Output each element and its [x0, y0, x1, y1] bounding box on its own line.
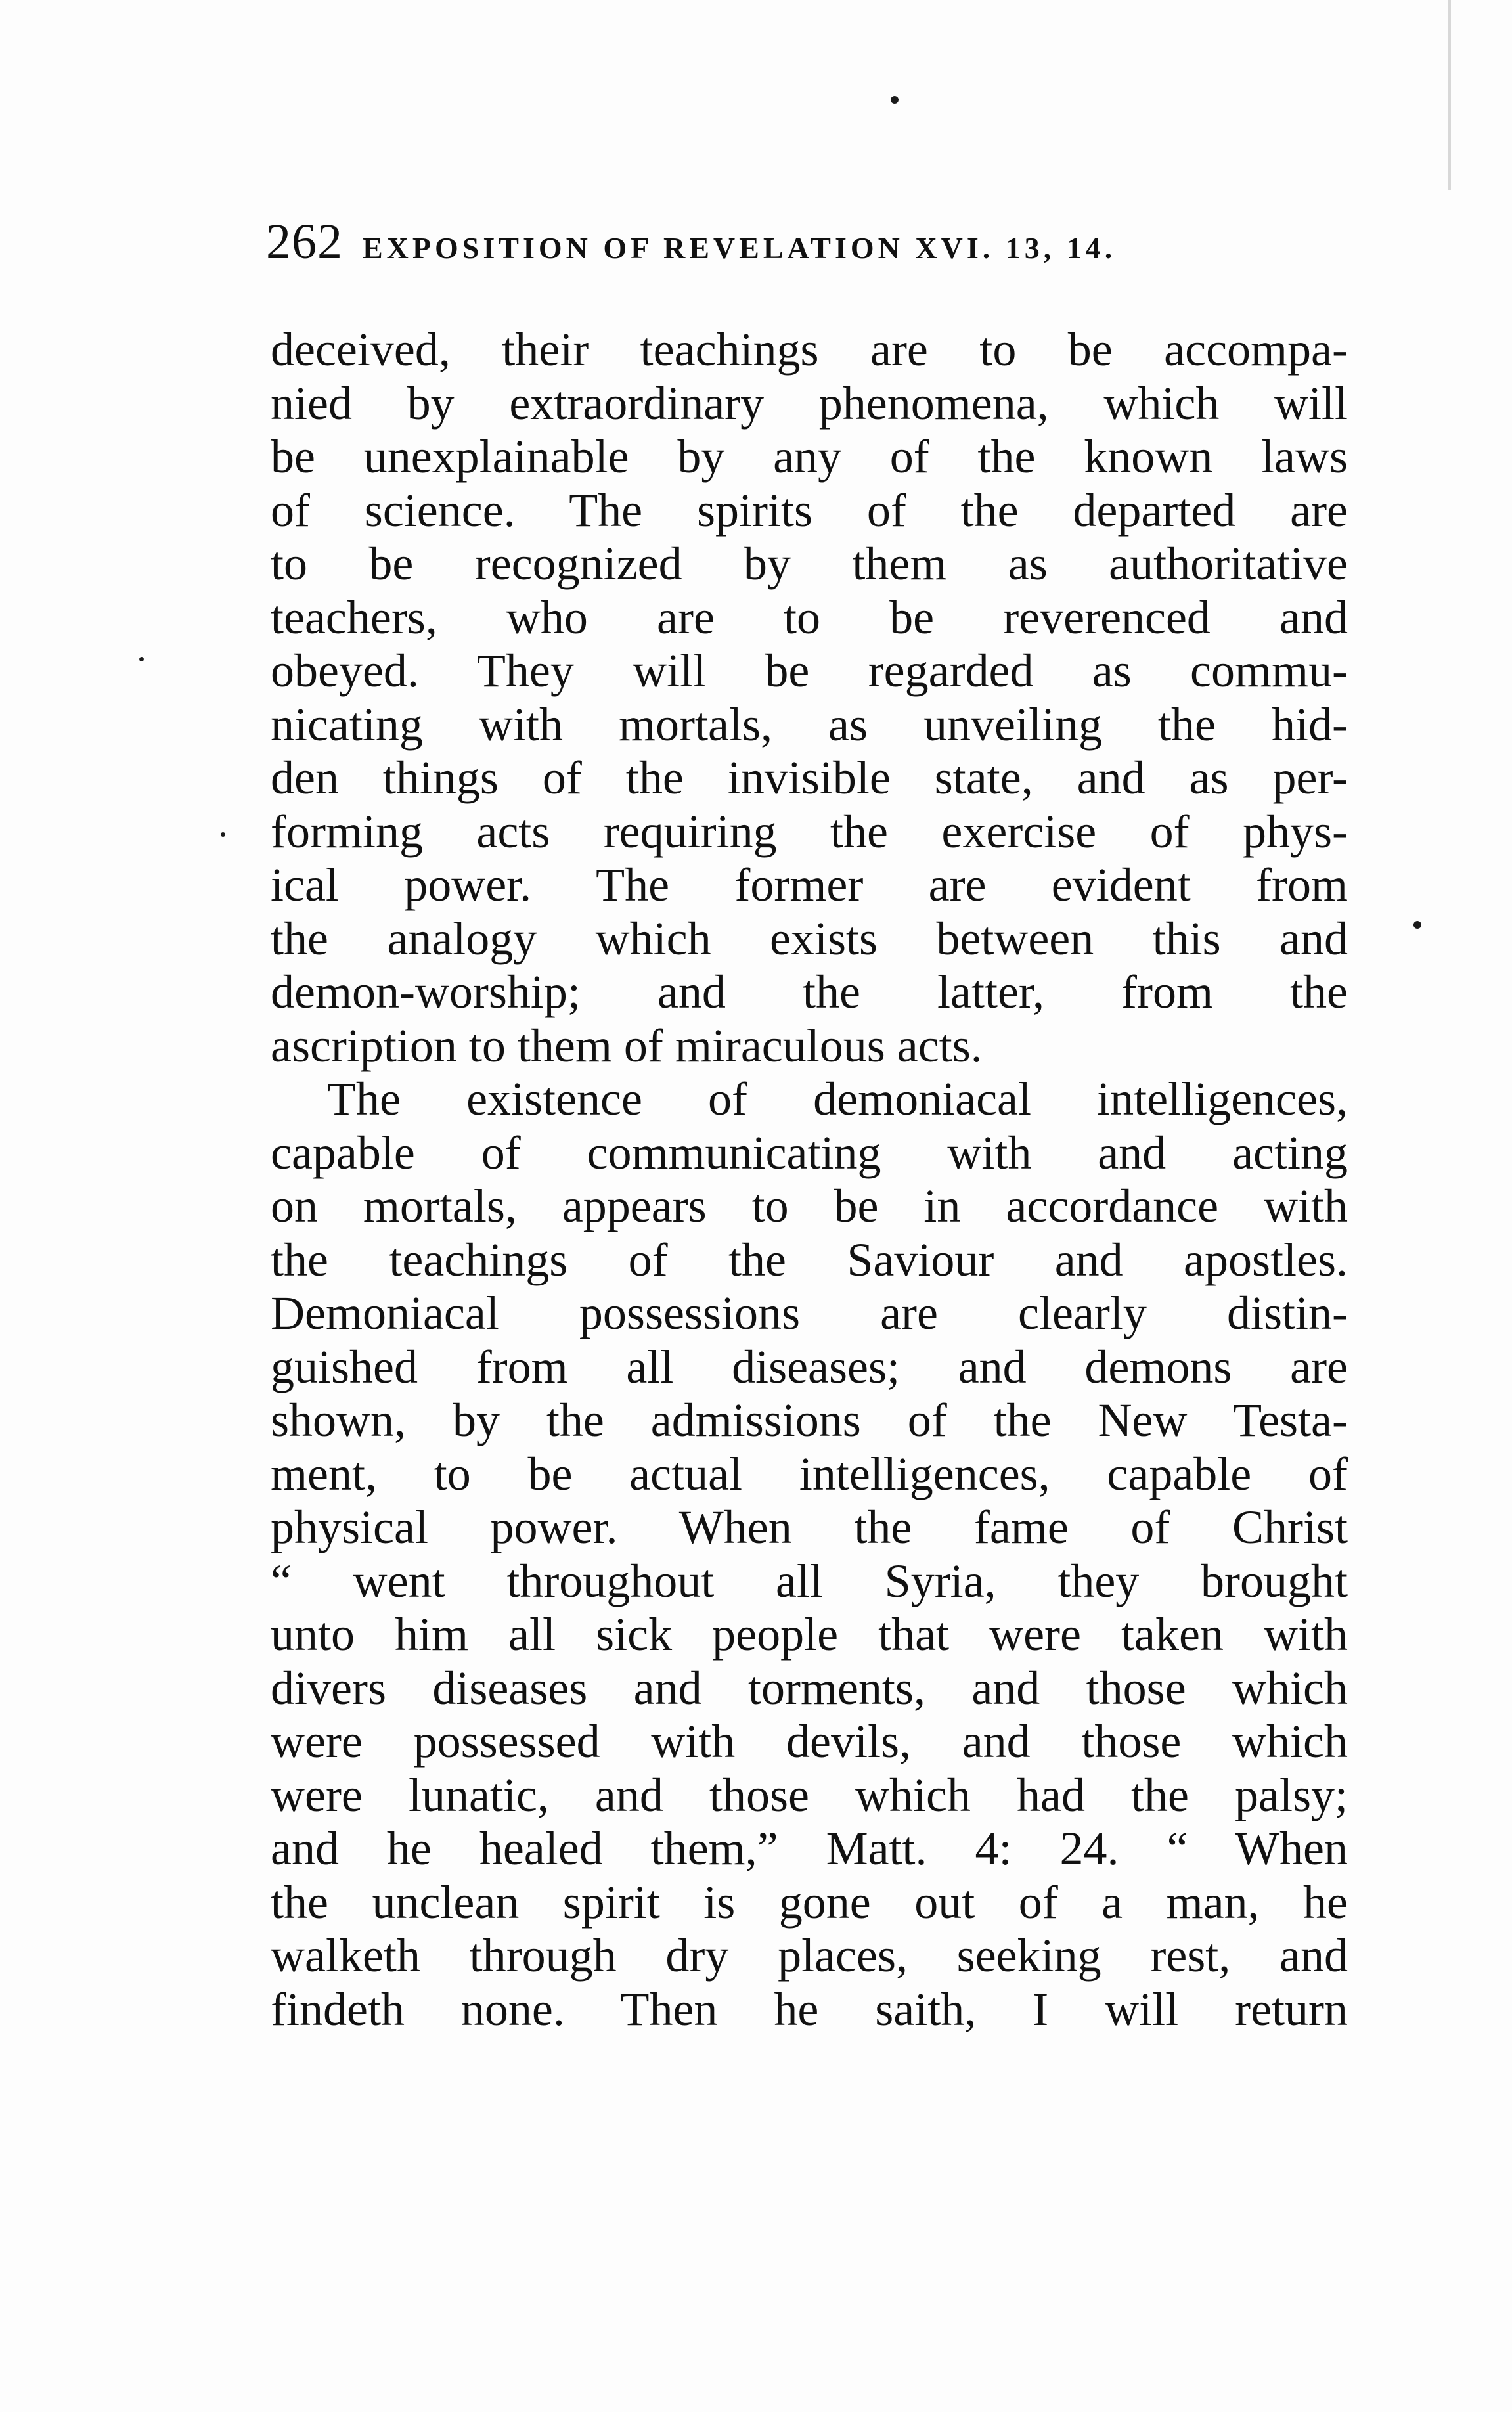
paragraph-1: [271, 323, 1348, 1073]
text-line: unto him all sick people that were taken with: [271, 1608, 1348, 1661]
text-line: the analogy which exists between this and: [271, 912, 1348, 965]
text-line: of science. The spirits of the departed are: [271, 483, 1348, 537]
text-line: “ went throughout all Syria, they brought: [271, 1554, 1348, 1607]
text-line: obeyed. They will be regarded as commu-: [271, 644, 1348, 697]
text-line: the unclean spirit is gone out of a man, he: [271, 1875, 1348, 1929]
paragraph-2: [271, 1073, 1348, 2036]
text-line: divers diseases and torments, and those which: [271, 1661, 1348, 1714]
text-line: nied by extraordinary phenomena, which will: [271, 376, 1348, 430]
running-title: EXPOSITION OF REVELATION XVI. 13, 14.: [363, 231, 1117, 265]
text-line: the teachings of the Saviour and apostles.: [271, 1233, 1348, 1286]
text-line: ment, to be actual intelligences, capable of: [271, 1447, 1348, 1500]
text-line: ascription to them of miraculous acts.: [271, 1019, 983, 1072]
ink-speck: [891, 96, 899, 104]
running-header: [266, 213, 1343, 269]
text-line: The existence of demoniacal intelligences,: [327, 1073, 1348, 1125]
text-line: teachers, who are to be reverenced and: [271, 591, 1348, 644]
ink-speck: [221, 832, 225, 837]
text-line: forming acts requiring the exercise of phys-: [271, 805, 1348, 858]
body-text: [271, 323, 1348, 2036]
text-line: walketh through dry places, seeking rest, and: [271, 1929, 1348, 1982]
text-line: demon-worship; and the latter, from the: [271, 966, 1348, 1018]
text-line: be unexplainable by any of the known laws: [271, 430, 1348, 483]
text-line: were lunatic, and those which had the palsy;: [271, 1768, 1348, 1821]
text-line: guished from all diseases; and demons are: [271, 1340, 1348, 1393]
page-edge-line: [1448, 0, 1451, 190]
text-line: findeth none. Then he saith, I will return: [271, 1982, 1348, 2036]
text-line: shown, by the admissions of the New Testa-: [271, 1394, 1348, 1446]
text-line: were possessed with devils, and those which: [271, 1715, 1348, 1768]
text-line: on mortals, appears to be in accordance with: [271, 1180, 1348, 1232]
text-line: deceived, their teachings are to be accompa-: [271, 323, 1348, 376]
text-line: den things of the invisible state, and as per-: [271, 751, 1348, 804]
ink-speck: [1413, 921, 1421, 929]
ink-speck: [139, 657, 144, 661]
text-line: ical power. The former are evident from: [271, 859, 1348, 911]
text-line: and he healed them,” Matt. 4: 24. “ When: [271, 1822, 1348, 1875]
text-line: nicating with mortals, as unveiling the hid-: [271, 698, 1348, 751]
text-line: to be recognized by them as authoritative: [271, 537, 1348, 590]
page-number: 262: [266, 214, 343, 269]
text-line: capable of communicating with and acting: [271, 1126, 1348, 1179]
text-line: Demoniacal possessions are clearly distin-: [271, 1287, 1348, 1339]
text-line: physical power. When the fame of Christ: [271, 1501, 1348, 1553]
